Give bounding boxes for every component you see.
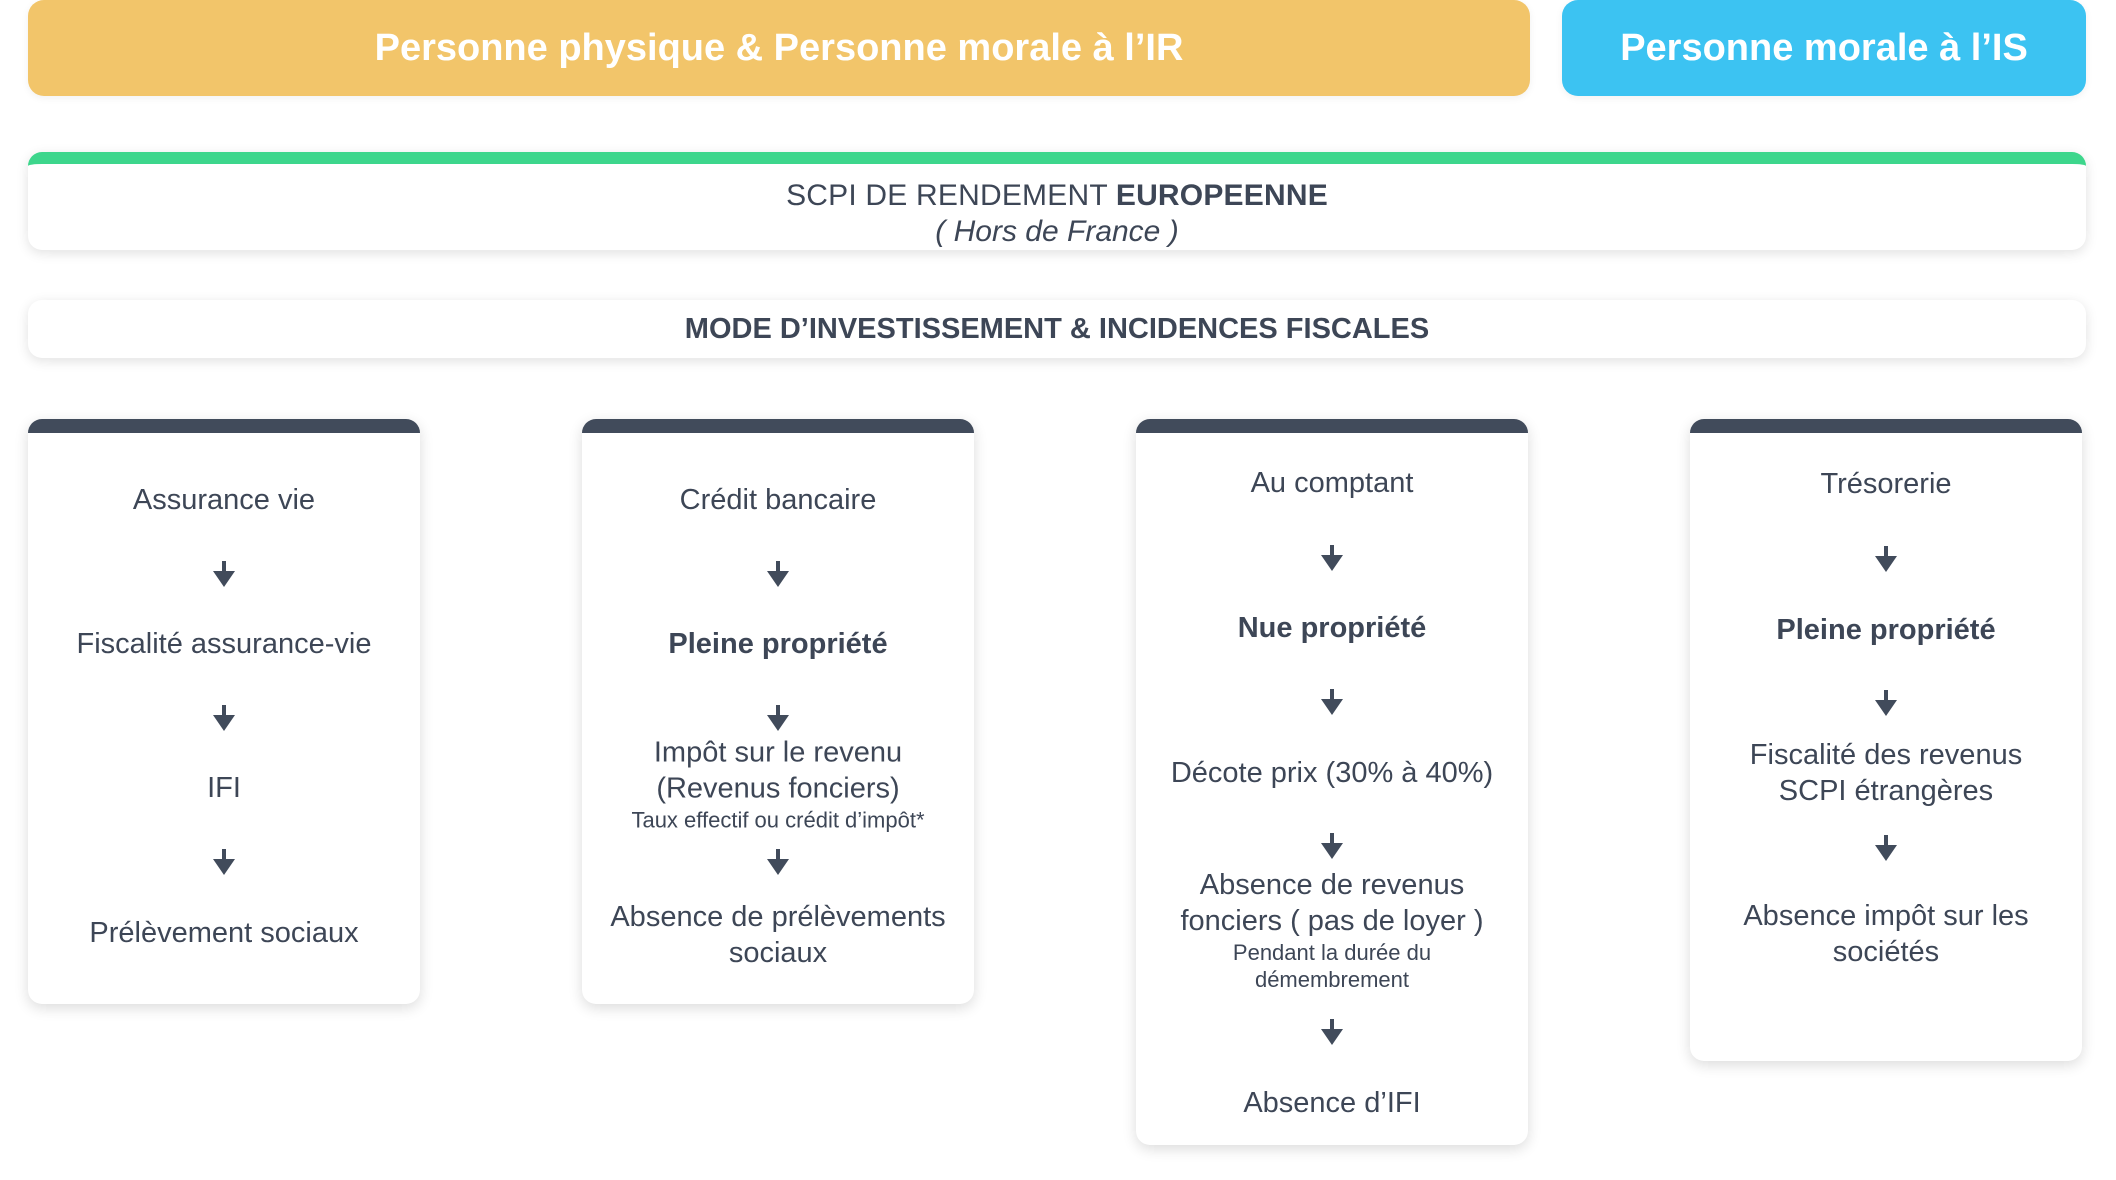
step-absence-revenus-line1: Absence de revenus	[1199, 869, 1465, 901]
step-absence-prelevements	[582, 899, 974, 971]
card-title: Au comptant	[1250, 467, 1414, 499]
step-pleine-propriete: Pleine propriété	[1776, 614, 1996, 646]
step-impot-revenu-line1: Impôt sur le revenu	[653, 736, 903, 769]
step-absence-revenus-note: Pendant la durée du	[1232, 940, 1432, 965]
arrow-down-icon	[1321, 833, 1343, 859]
scpi-title-prefix: SCPI DE RENDEMENT	[786, 179, 1108, 212]
step-absence-revenus-fonciers	[1136, 867, 1528, 993]
scpi-subtitle: ( Hors de France )	[935, 215, 1179, 248]
step-absence-impot-line1: Absence impôt sur les	[1743, 900, 2029, 932]
step-absence-impot-line2: sociétés	[1832, 936, 1940, 968]
step-nue-propriete: Nue propriété	[1237, 612, 1427, 644]
card-title: Trésorerie	[1820, 468, 1952, 500]
arrow-down-icon	[213, 561, 235, 587]
step-absence-ifi: Absence d’IFI	[1243, 1087, 1421, 1119]
arrow-down-icon	[1321, 1019, 1343, 1045]
scpi-panel	[28, 152, 2086, 250]
step-absence-impot-societes	[1690, 898, 2082, 970]
arrow-down-icon	[1875, 690, 1897, 716]
card-title: Crédit bancaire	[679, 484, 877, 516]
step-absence-prelevements-line2: sociaux	[728, 937, 828, 969]
step-pleine-propriete: Pleine propriété	[668, 628, 888, 660]
step-impot-revenu-note: Taux effectif ou crédit d’impôt*	[631, 807, 925, 833]
step-decote-prix: Décote prix (30% à 40%)	[1170, 757, 1494, 789]
step-absence-prelevements-line1: Absence de prélèvements	[610, 901, 946, 933]
banner-personne-morale-is: Personne morale à l’IS	[1562, 0, 2086, 96]
card-tresorerie	[1690, 419, 2082, 1061]
arrow-down-icon	[1875, 835, 1897, 861]
arrow-down-icon	[767, 849, 789, 875]
card-au-comptant	[1136, 419, 1528, 1145]
step-impot-revenu-line2: (Revenus fonciers)	[656, 772, 900, 805]
step-prelevement-sociaux: Prélèvement sociaux	[89, 917, 359, 949]
step-fiscalite-revenus-scpi	[1690, 737, 2082, 809]
arrow-down-icon	[767, 561, 789, 587]
arrow-down-icon	[213, 705, 235, 731]
scpi-title-bold: EUROPEENNE	[1115, 179, 1328, 212]
step-impot-revenu	[582, 735, 974, 834]
step-fiscalite-revenus-line2: SCPI étrangères	[1778, 775, 1994, 807]
mode-panel: MODE D’INVESTISSEMENT & INCIDENCES FISCALES	[28, 300, 2086, 358]
arrow-down-icon	[1321, 689, 1343, 715]
step-fiscalite-revenus-line1: Fiscalité des revenus	[1749, 739, 2023, 771]
card-title: Assurance vie	[132, 484, 316, 516]
step-fiscalite-assurance-vie: Fiscalité assurance-vie	[76, 628, 372, 660]
step-ifi: IFI	[207, 772, 241, 804]
step-absence-revenus-line2: fonciers ( pas de loyer )	[1180, 905, 1484, 937]
arrow-down-icon	[767, 705, 789, 731]
arrow-down-icon	[1875, 546, 1897, 572]
card-credit-bancaire	[582, 419, 974, 1004]
banner-personne-physique-ir: Personne physique & Personne morale à l’IR	[28, 0, 1530, 96]
arrow-down-icon	[213, 849, 235, 875]
scpi-title	[28, 178, 2086, 214]
step-absence-revenus-note2: démembrement	[1254, 967, 1410, 992]
arrow-down-icon	[1321, 545, 1343, 571]
card-assurance-vie	[28, 419, 420, 1004]
